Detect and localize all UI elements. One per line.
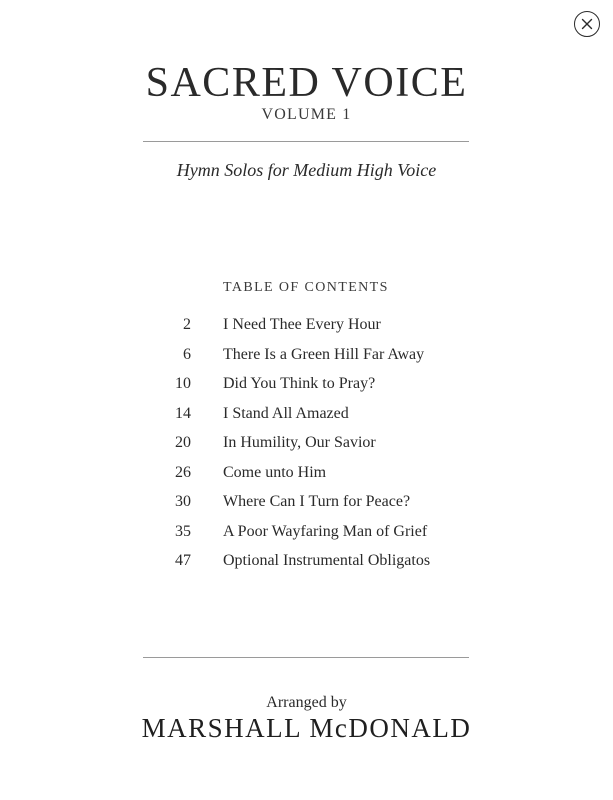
toc-song-title: A Poor Wayfaring Man of Grief — [223, 522, 428, 540]
top-divider — [143, 141, 469, 142]
toc-song-title: I Need Thee Every Hour — [223, 316, 381, 333]
toc-item[interactable] — [0, 464, 613, 494]
toc-item[interactable] — [0, 375, 613, 405]
toc-item[interactable] — [0, 316, 613, 346]
toc-song-title: Come unto Him — [223, 463, 327, 481]
toc-list — [0, 316, 613, 582]
close-button[interactable] — [574, 11, 600, 37]
toc-song-title: In Humility, Our Savior — [223, 434, 376, 451]
toc-item[interactable] — [0, 434, 613, 464]
toc-page-number: 6 — [183, 345, 191, 363]
volume-label: VOLUME 1 — [261, 106, 352, 123]
toc-item[interactable] — [0, 405, 613, 435]
toc-page-number: 26 — [175, 463, 191, 481]
toc-item[interactable] — [0, 346, 613, 376]
toc-song-title: I Stand All Amazed — [223, 404, 349, 422]
toc-item[interactable] — [0, 552, 613, 582]
arranged-by-label: Arranged by — [266, 694, 347, 711]
toc-item[interactable] — [0, 493, 613, 523]
toc-page-number: 47 — [175, 552, 191, 569]
book-title: SACRED VOICE — [145, 60, 468, 106]
close-icon — [581, 18, 593, 30]
toc-page-number: 30 — [175, 493, 191, 510]
toc-item[interactable] — [0, 523, 613, 553]
toc-song-title: Optional Instrumental Obligatos — [223, 552, 431, 569]
arranger-name: MARSHALL McDONALD — [141, 713, 472, 743]
book-tagline: Hymn Solos for Medium High Voice — [176, 160, 437, 180]
toc-page-number: 20 — [175, 434, 191, 451]
toc-song-title: Where Can I Turn for Peace? — [223, 493, 411, 510]
toc-page-number: 10 — [175, 375, 191, 392]
toc-heading: TABLE OF CONTENTS — [223, 280, 389, 295]
toc-page-number: 2 — [183, 316, 191, 333]
toc-song-title: There Is a Green Hill Far Away — [223, 345, 425, 363]
bottom-divider — [143, 657, 469, 658]
toc-page-number: 35 — [175, 522, 191, 540]
toc-song-title: Did You Think to Pray? — [223, 375, 376, 392]
toc-page-number: 14 — [175, 404, 191, 422]
